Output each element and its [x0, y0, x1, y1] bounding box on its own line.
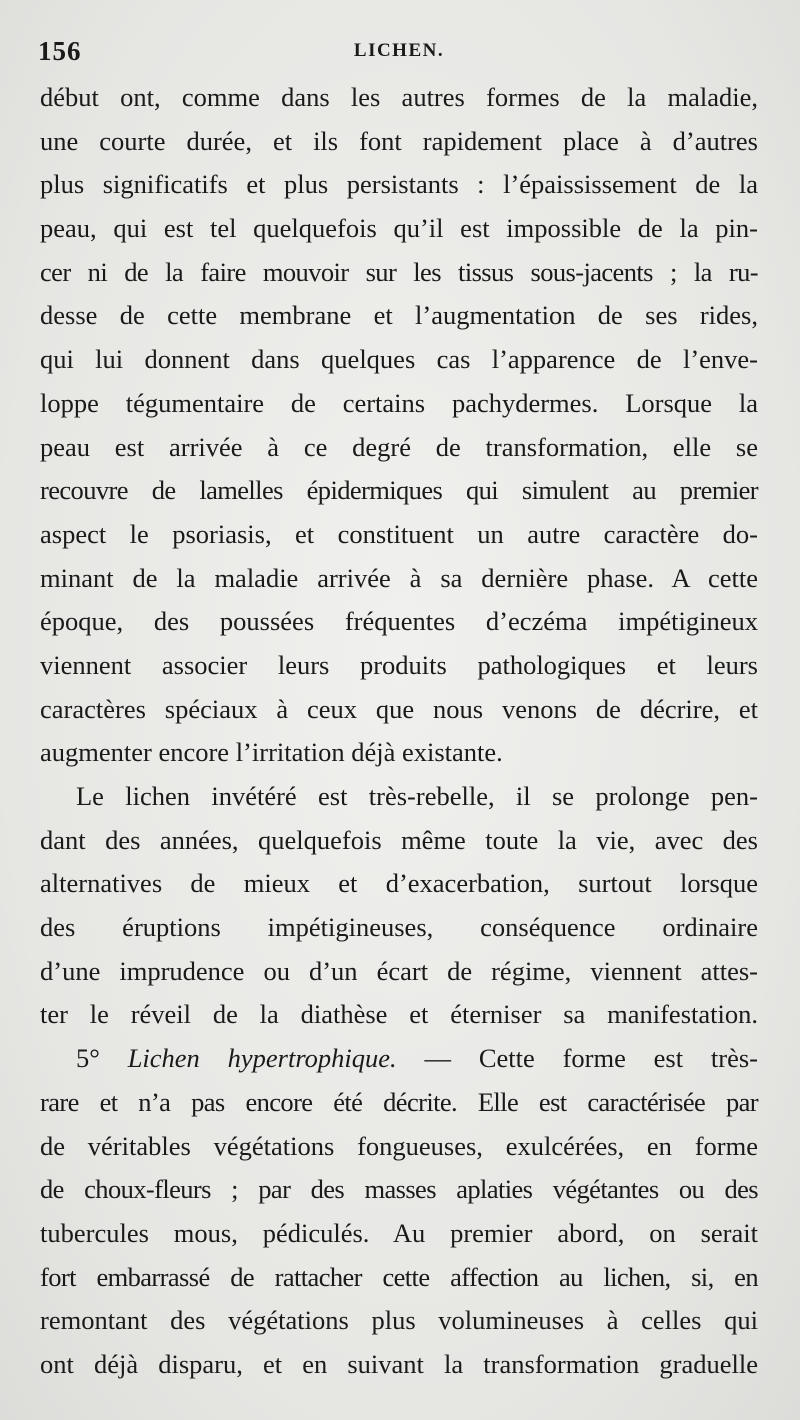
text-line: début ont, comme dans les autres formes de la maladie,: [40, 82, 758, 112]
text-line: alternatives de mieux et d’exacerbation, surtout lorsque: [40, 868, 758, 899]
text-line: remontant des végétations plus volumineuses à celles qui: [40, 1305, 758, 1336]
text-line: d’une imprudence ou d’un écart de régime, viennent attes-: [40, 955, 758, 986]
text-line: peau, qui est tel quelquefois qu’il est impossible de la pin-: [40, 213, 758, 244]
text-line: ont déjà disparu, et en suivant la transformation graduelle: [40, 1348, 758, 1379]
page-number: 156: [38, 36, 82, 66]
page-header: [38, 36, 760, 70]
text-line: minant de la maladie arrivée à sa dernière phase. A cette: [40, 562, 758, 593]
text-line: de véritables végétations fongueuses, exulcérées, en forme: [40, 1130, 758, 1161]
text-line: augmenter encore l’irritation déjà existante.: [40, 737, 503, 768]
section-heading-line: [40, 1037, 758, 1081]
text-line: dant des années, quelquefois même toute la vie, avec des: [40, 824, 758, 855]
text-line: viennent associer leurs produits pathologiques et leurs: [40, 649, 758, 680]
text-line: une courte durée, et ils font rapidement place à d’autres: [40, 125, 758, 156]
text-line: tubercules mous, pédiculés. Au premier abord, on serait: [40, 1217, 758, 1248]
section-title: Lichen hypertrophique.: [127, 1043, 397, 1074]
text-line: Le lichen invétéré est très-rebelle, il se prolonge pen-: [76, 781, 758, 811]
text-line: de choux-fleurs ; par des masses aplaties végétantes ou des: [40, 1174, 758, 1205]
section-number: 5°: [76, 1043, 100, 1074]
text-line: plus significatifs et plus persistants : l’épaississement de la: [40, 169, 758, 200]
text-line: caractères spéciaux à ceux que nous venons de décrire, et: [40, 693, 758, 724]
text-line: desse de cette membrane et l’augmentation de ses rides,: [40, 300, 758, 331]
text-line: peau est arrivée à ce degré de transformation, elle se: [40, 431, 758, 462]
text-line: rare et n’a pas encore été décrite. Elle est caractérisée par: [40, 1086, 758, 1117]
text-line: recouvre de lamelles épidermiques qui simulent au premier: [40, 475, 758, 506]
text-line: ter le réveil de la diathèse et éterniser sa manifestation.: [40, 999, 758, 1030]
text-line: des éruptions impétigineuses, conséquence ordinaire: [40, 912, 758, 943]
text-line: époque, des poussées fréquentes d’eczéma impétigineux: [40, 606, 758, 637]
body-text: [40, 76, 758, 1387]
text-line: fort embarrassé de rattacher cette affection au lichen, si, en: [40, 1261, 758, 1292]
running-title: LICHEN.: [353, 40, 445, 61]
text-line: loppe tégumentaire de certains pachydermes. Lorsque la: [40, 387, 758, 418]
text-line: cer ni de la faire mouvoir sur les tissus sous-jacents ; la ru-: [40, 256, 758, 287]
text-line: qui lui donnent dans quelques cas l’apparence de l’enve-: [40, 344, 758, 375]
section-heading-rest: — Cette forme est très-: [424, 1043, 759, 1074]
text-line: aspect le psoriasis, et constituent un autre caractère do-: [40, 518, 758, 549]
